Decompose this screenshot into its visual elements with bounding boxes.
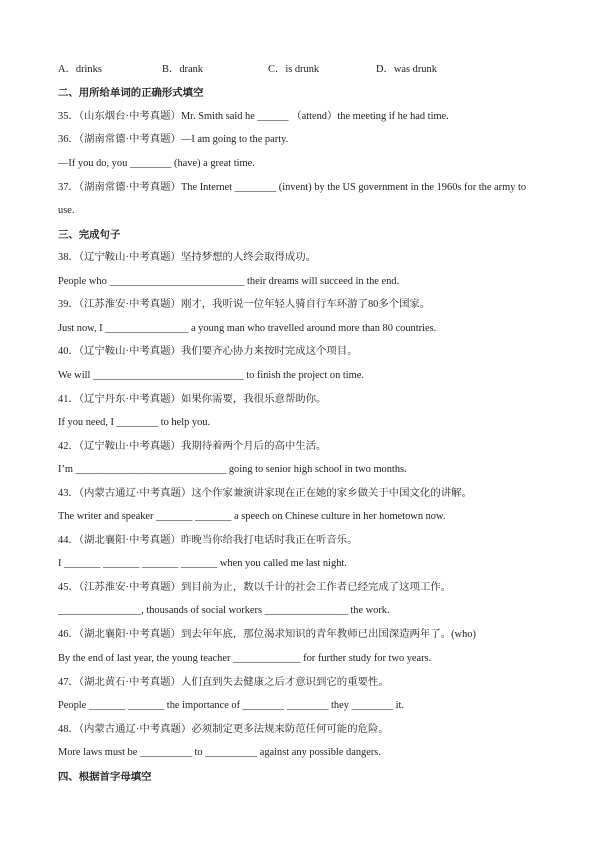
question-40-answer-line: We will _____________________________ to finish the project on time. [58,370,364,381]
question-42-answer-line: I’m _____________________________ going to senior high school in two months. [58,464,407,475]
question-41: 41．（辽宁丹东·中考真题）如果你需要，我很乐意帮助你。 [58,394,327,405]
question-46: 46．（湖北襄阳·中考真题）到去年年底，那位渴求知识的青年教师已出国深造两年了。(who) [58,629,476,640]
option-d: D．was drunk [376,64,437,75]
question-38-answer-line: People who __________________________ their dreams will succeed in the end. [58,276,400,287]
question-48-answer-line: More laws must be __________ to __________ against any possible dangers. [58,747,381,758]
question-39: 39．（江苏淮安·中考真题）刚才，我听说一位年轻人骑自行车环游了80多个国家。 [58,299,431,310]
option-b: B．drank [162,64,203,75]
option-a: A．drinks [58,64,102,75]
question-45: 45．（江苏淮安·中考真题）到目前为止，数以千计的社会工作者已经完成了这项工作。 [58,582,452,593]
question-47-answer-line: People _______ _______ the importance of ________ ________ they ________ it. [58,700,405,711]
question-38: 38．（辽宁鞍山·中考真题）坚持梦想的人终会取得成功。 [58,252,317,263]
section-heading-three: 三、完成句子 [58,229,121,241]
question-44: 44．（湖北襄阳·中考真题）昨晚当你给我打电话时我正在听音乐。 [58,535,358,546]
question-40: 40．（辽宁鞍山·中考真题）我们要齐心协力来按时完成这个项目。 [58,346,358,357]
question-47: 47．（湖北黄石·中考真题）人们直到失去健康之后才意识到它的重要性。 [58,677,389,688]
question-41-answer-line: If you need, I ________ to help you. [58,417,211,428]
option-c: C．is drunk [268,64,320,75]
question-43-answer-line: The writer and speaker _______ _______ a speech on Chinese culture in her hometown now. [58,511,446,522]
question-36-line-2: —If you do, you ________ (have) a great time. [58,158,255,169]
question-36: 36．（湖南常德·中考真题）—I am going to the party. [58,134,289,145]
question-42: 42．（辽宁鞍山·中考真题）我期待着两个月后的高中生活。 [58,441,327,452]
question-44-answer-line: I _______ _______ _______ _______ when you called me last night. [58,558,347,569]
question-35: 35．（山东烟台·中考真题）Mr. Smith said he ______ （attend）the meeting if he had time. [58,111,449,122]
question-46-answer-line: By the end of last year, the young teacher _____________ for further study for two years. [58,653,432,664]
question-37: 37．（湖南常德·中考真题）The Internet ________ (invent) by the US government in the 1960s for the army to [58,182,527,193]
section-heading-four: 四、根据首字母填空 [58,771,152,783]
section-heading-two: 二、用所给单词的正确形式填空 [58,87,204,99]
question-43: 43．（内蒙古通辽·中考真题）这个作家兼演讲家现在正在她的家乡做关于中国文化的讲解。 [58,488,472,499]
question-45-answer-line: ________________, thousands of social workers ________________ the work. [58,605,390,616]
question-39-answer-line: Just now, I ________________ a young man who travelled around more than 80 countries. [58,323,437,334]
question-37-line-2: use. [58,205,75,216]
question-48: 48．（内蒙古通辽·中考真题）必须制定更多法规来防范任何可能的危险。 [58,724,389,735]
